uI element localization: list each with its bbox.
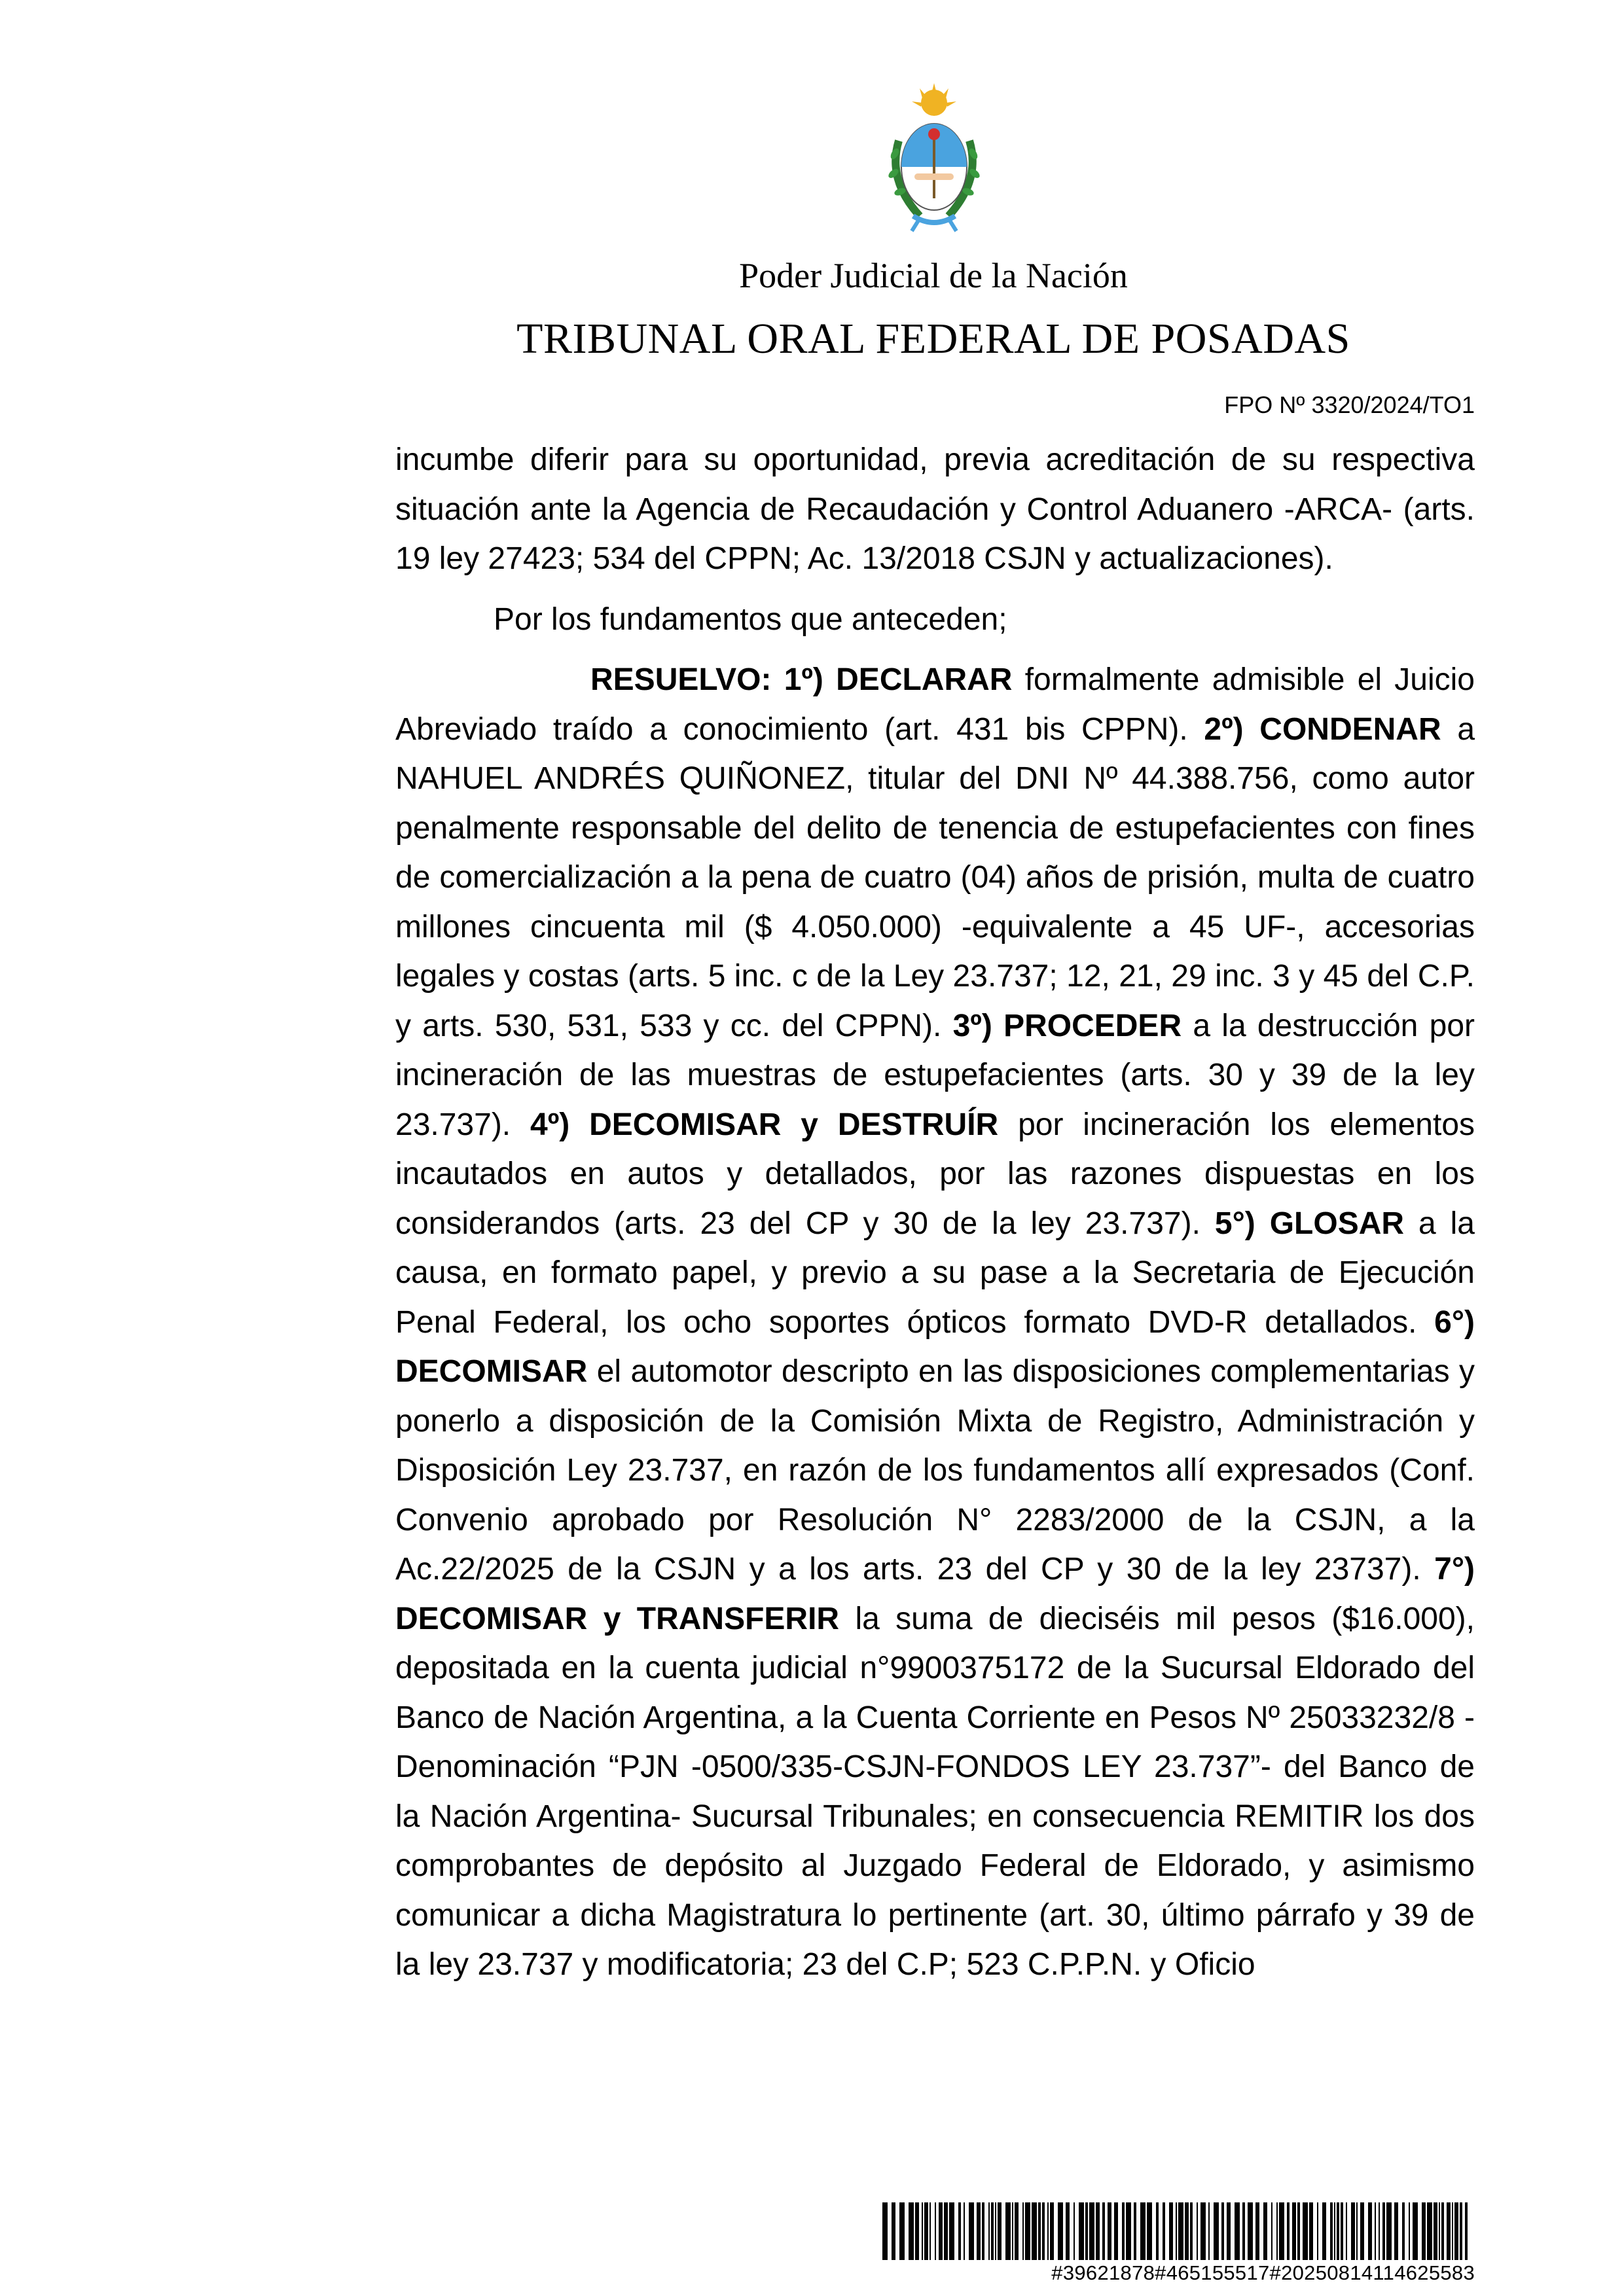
barcode-bar (1356, 2202, 1358, 2260)
barcode-bar (924, 2202, 928, 2260)
barcode-bar (1271, 2202, 1272, 2260)
barcode-bar (1012, 2202, 1013, 2260)
barcode-bar (1178, 2202, 1183, 2260)
barcode-bar (982, 2202, 984, 2260)
resolution-1-text: formalmente admisible el Juicio Abreviado traído a conocimiento (art. 431 bis CPPN). (395, 662, 1475, 747)
paragraph-intro: incumbe diferir para su oportunidad, previa acreditación de su respectiva situación ante la Agencia de Recaudación y Control Aduanero -ARCA- (arts. 19 ley 27423; 534 del CPPN; Ac. 13/2018 CSJN y actualizaciones). (395, 442, 1475, 576)
barcode-bar (1276, 2202, 1278, 2260)
resolution-4-heading: 4º) DECOMISAR y DESTRUÍR (530, 1107, 999, 1142)
barcode-bar (1108, 2202, 1111, 2260)
barcode-bar (1242, 2202, 1245, 2260)
barcode-bar (909, 2202, 914, 2260)
barcode-bar (1341, 2202, 1343, 2260)
barcode-bar (1454, 2202, 1458, 2260)
barcode-bar (1102, 2202, 1105, 2260)
institution-name: Poder Judicial de la Nación (739, 256, 1128, 295)
barcode-bar (991, 2202, 994, 2260)
barcode-bar (1346, 2202, 1347, 2260)
resolution-2-heading: 2º) CONDENAR (1204, 711, 1441, 747)
barcode-bar (1079, 2202, 1084, 2260)
resolution-6-heading: 6°) DECOMISAR (395, 1304, 1475, 1389)
barcode-bar (1317, 2202, 1318, 2260)
barcode-bar (899, 2202, 905, 2260)
barcode-bar (1292, 2202, 1296, 2260)
barcode-bar (988, 2202, 990, 2260)
barcode-bar (1248, 2202, 1253, 2260)
paragraph-resolution (395, 655, 1475, 1990)
barcode-bar (977, 2202, 981, 2260)
barcode-bar (1441, 2202, 1444, 2260)
resolution-5-heading: 5°) GLOSAR (1214, 1206, 1405, 1241)
barcode-bar (1214, 2202, 1219, 2260)
paragraph-fundamentos: Por los fundamentos que anteceden; (494, 601, 1007, 637)
barcode-bar (1047, 2202, 1049, 2260)
barcode-bar (1050, 2202, 1054, 2260)
barcode-bar (1447, 2202, 1451, 2260)
barcode-bar (1227, 2202, 1231, 2260)
resolution-3-text: a la destrucción por incineración de las muestras de estupefacientes (arts. 30 y 39 de la ley 23.737). (395, 1008, 1475, 1142)
barcode-bar (1337, 2202, 1339, 2260)
barcode-text: #39621878#465155517#20250814114625583 (1051, 2261, 1475, 2284)
barcode-bar (1375, 2202, 1376, 2260)
barcode-bar (1402, 2202, 1405, 2260)
barcode-bar (1330, 2202, 1333, 2260)
barcode-bar (1185, 2202, 1189, 2260)
barcode-bar (1015, 2202, 1019, 2260)
resolution-2-text: a NAHUEL ANDRÉS QUIÑONEZ, titular del DNI Nº 44.388.756, como autor penalmente responsable del delito de tenencia de estupefacientes con fines de comercialización a la pena de cuatro (04) años de prisión, multa de cuatro millones cincuenta mil ($ 4.050.000) -equivalente a 45 UF-, accesorias legales y costas (arts. 5 inc. c de la Ley 23.737; 12, 21, 29 inc. 3 y 45 del C.P. y arts. 530, 531, 533 y cc. del CPPN). (395, 711, 1475, 1043)
resolution-4-text: por incineración los elementos incautados en autos y detallados, por las razones dispuestas en los considerandos (arts. 23 del CP y 30 de la ley 23.737). (395, 1107, 1475, 1241)
barcode-bar (1394, 2202, 1398, 2260)
barcode-bar (1058, 2202, 1063, 2260)
barcode-bar (1221, 2202, 1224, 2260)
barcode-bar (1382, 2202, 1385, 2260)
barcode-bar (1025, 2202, 1030, 2260)
barcode-bar (1066, 2202, 1070, 2260)
barcode-bar (949, 2202, 954, 2260)
document-body (395, 435, 1475, 1990)
resolution-5-text: a la causa, en formato papel, y previo a su pase a la Secretaria de Ejecución Penal Federal, los ocho soportes ópticos formato DVD-R detallados. (395, 1206, 1475, 1340)
barcode-bar (1169, 2202, 1173, 2260)
barcode-bar (1005, 2202, 1011, 2260)
barcode-bar (1279, 2202, 1284, 2260)
barcode-bar (1386, 2202, 1392, 2260)
barcode-bar (1114, 2202, 1118, 2260)
barcode-bar (1140, 2202, 1146, 2260)
barcode-bar (1038, 2202, 1041, 2260)
barcode-bar (1032, 2202, 1037, 2260)
barcode-bar (1379, 2202, 1380, 2260)
barcode-bar (1122, 2202, 1125, 2260)
case-number: FPO Nº 3320/2024/TO1 (1224, 391, 1475, 418)
barcode-bar (1287, 2202, 1290, 2260)
barcode-bar (1322, 2202, 1326, 2260)
barcode-bar (1022, 2202, 1024, 2260)
resolution-7-text: la suma de dieciséis mil pesos ($16.000), depositada en la cuenta judicial n°9900375172 de la Sucursal Eldorado del Banco de Nación Argentina, a la Cuenta Corriente en Pesos Nº 25033232/8 -Denominación “PJN -0500/335-CSJN-FONDOS LEY 23.737”- del Banco de la Nación Argentina- Sucursal Tribunales; en consecuencia REMITIR los dos comprobantes de depósito al Juzgado Federal de Eldorado, y asimismo comunicar a dicha Magistratura lo pertinente (art. 30, último párrafo y 39 de la ley 23.737 y modificatoria; 23 del C.P; 523 C.P.P.N. y Oficio (395, 1601, 1475, 1982)
barcode-bar (1126, 2202, 1131, 2260)
barcode-bar (1085, 2202, 1088, 2260)
barcode-bar (1074, 2202, 1075, 2260)
barcode-bar (1303, 2202, 1308, 2260)
barcode-bar (1422, 2202, 1426, 2260)
barcode-bar (1434, 2202, 1437, 2260)
barcode-bar (1190, 2202, 1193, 2260)
barcode-icon (882, 2202, 1475, 2260)
barcode-bar (1460, 2202, 1462, 2260)
barcode-bar (958, 2202, 961, 2260)
barcode-bar (1413, 2202, 1418, 2260)
barcode-bar (1263, 2202, 1267, 2260)
barcode-bar (1197, 2202, 1198, 2260)
barcode-bar (939, 2202, 943, 2260)
barcode-bar (969, 2202, 974, 2260)
barcode-bar (1147, 2202, 1152, 2260)
barcode-bar (1176, 2202, 1177, 2260)
barcode-bar (1409, 2202, 1410, 2260)
resolution-7-heading: 7°) DECOMISAR y TRANSFERIR (395, 1552, 1475, 1636)
barcode-bar (1163, 2202, 1165, 2260)
barcode-bar (1235, 2202, 1240, 2260)
barcode-bar (964, 2202, 965, 2260)
barcode-bar (1351, 2202, 1355, 2260)
barcode-bar (1360, 2202, 1364, 2260)
barcode-bar (1089, 2202, 1094, 2260)
barcode-bar (998, 2202, 1001, 2260)
barcode-bar (1096, 2202, 1100, 2260)
barcode-bar (1042, 2202, 1045, 2260)
barcode-bar (1439, 2202, 1440, 2260)
barcode-bar (1427, 2202, 1432, 2260)
barcode-bar (892, 2202, 895, 2260)
coat-of-arms-icon (880, 82, 988, 234)
resolution-1-heading: RESUELVO: 1º) DECLARAR (590, 662, 1013, 697)
barcode-bar (1334, 2202, 1335, 2260)
barcode-bar (935, 2202, 936, 2260)
barcode-bar (944, 2202, 948, 2260)
barcode-bar (929, 2202, 931, 2260)
barcode-bar (995, 2202, 996, 2260)
resolution-6-text: el automotor descripto en las disposiciones complementarias y ponerlo a disposición de la Comisión Mixta de Registro, Administración y Disposición Ley 23.737, en razón de los fundamentos allí expresados (Conf. Convenio aprobado por Resolución N° 2283/2000 de la CSJN, a la Ac.22/2025 de la CSJN y a los arts. 23 del CP y 30 de la ley 23737). (395, 1354, 1475, 1587)
barcode-bar (1368, 2202, 1372, 2260)
barcode-bar (915, 2202, 919, 2260)
barcode-bar (1208, 2202, 1210, 2260)
barcode-bar (882, 2202, 888, 2260)
barcode-bar (922, 2202, 923, 2260)
barcode-bar (1452, 2202, 1453, 2260)
barcode-bar (1134, 2202, 1136, 2260)
barcode-bar (1156, 2202, 1159, 2260)
barcode-bar (1465, 2202, 1468, 2260)
barcode-bar (1200, 2202, 1206, 2260)
court-name: TRIBUNAL ORAL FEDERAL DE POSADAS (516, 315, 1350, 363)
resolution-3-heading: 3º) PROCEDER (952, 1008, 1182, 1043)
barcode-bar (1297, 2202, 1300, 2260)
barcode-bar (1309, 2202, 1313, 2260)
barcode-bar (1255, 2202, 1259, 2260)
